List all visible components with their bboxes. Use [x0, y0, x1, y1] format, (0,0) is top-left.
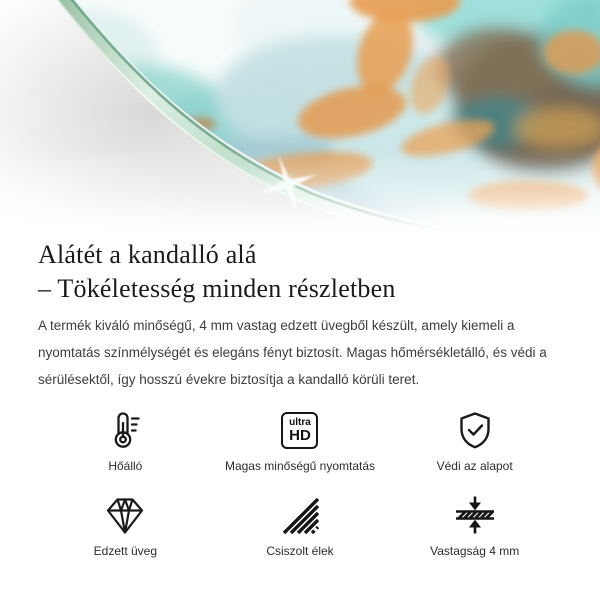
- thermometer-icon: [105, 409, 145, 451]
- feature-thickness: [387, 494, 562, 559]
- diamond-icon: [104, 494, 146, 536]
- feature-label: Magas minőségű nyomtatás: [224, 459, 376, 473]
- feature-label: Csiszolt élek: [266, 544, 334, 558]
- ultra-hd-icon: [281, 409, 318, 451]
- product-image: [0, 0, 600, 235]
- feature-grid: [38, 409, 562, 559]
- shield-check-icon: [455, 409, 495, 451]
- feature-protects-base: [387, 409, 562, 474]
- feature-label: Vastagság 4 mm: [430, 544, 520, 558]
- feature-tempered-glass: [38, 494, 213, 559]
- feature-label: Hőálló: [108, 459, 143, 473]
- product-info-section: [0, 238, 600, 559]
- page-title: [38, 238, 562, 306]
- ultra-hd-text-top: ultra: [289, 416, 311, 428]
- feature-label: Védi az alapot: [436, 459, 513, 473]
- product-description: A termék kiváló minőségű, 4 mm vastag edzett üvegből készült, amely kiemeli a nyomtatás színmélységét és elegáns fényt biztosít. Magas hőmérsékletálló, és védi a sérülésektől, így hosszú évekre biztosítja a kandalló körüli teret.: [38, 318, 547, 387]
- ultra-hd-text-bottom: HD: [289, 426, 311, 444]
- glass-mat-photo: [0, 0, 600, 235]
- polished-edges-icon: [280, 494, 320, 536]
- page-title-line1: Alátét a kandalló alá: [38, 240, 257, 269]
- feature-high-quality-print: [213, 409, 388, 474]
- thickness-icon: [453, 494, 497, 536]
- feature-polished-edges: [213, 494, 388, 559]
- page-title-line2: – Tökéletesség minden részletben: [38, 274, 396, 303]
- feature-heat-resistant: [38, 409, 213, 474]
- feature-label: Edzett üveg: [93, 544, 158, 558]
